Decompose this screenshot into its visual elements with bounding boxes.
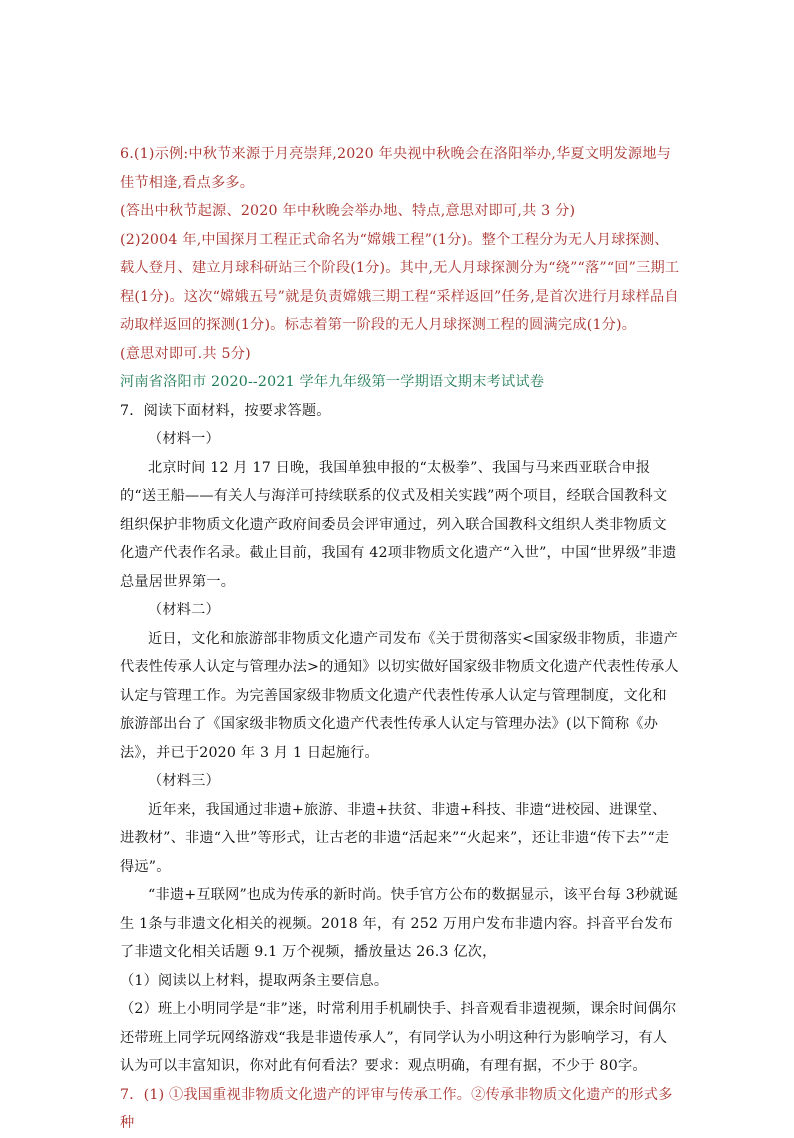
document-page — [120, 140, 680, 1138]
answer-6-part-2-note: (意思对即可.共 5分) — [120, 345, 251, 362]
material-1-label: （材料一） — [148, 431, 220, 447]
question-7-sub-2: （2）班上小明同学是“非”迷，时常利用手机刷快手、抖音观看非遗视频，课余时间偶尔还带班上同学玩网络游戏“我是非遗传承人”，有同学认为小明这种行为影响学习，有人认为可以丰富知识，你对此有何看法？要求：观点明确，有理有据，不少于 80字。 — [120, 1001, 677, 1074]
material-2-text: 近日，文化和旅游部非物质文化遗产司发布《关于贯彻落实<国家级非物质，非遗产代表性传承人认定与管理办法>的通知》以切实做好国家级非物质文化遗产代表性传承人认定与管理工作。为完善国家级非物质文化遗产代表性传承人认定与管理制度，文化和旅游部出台了《国家级非物质文化遗产代表性传承人认定与管理办法》(以下简称《办法》，并已于2020 年 3 月 1 日起施行。 — [120, 630, 679, 761]
exam-section-title: 河南省洛阳市 2020--2021 学年九年级第一学期语文期末考试试卷 — [120, 374, 545, 390]
answer-6-part-1-note: (答出中秋节起源、2020 年中秋晚会举办地、特点,意思对即可,共 3 分) — [120, 203, 576, 219]
material-3-text-2: “非遗+互联网”也成为传承的新时尚。快手官方公布的数据显示，该平台每 3秒就诞生 1条与非遗文化相关的视频。2018 年，有 252 万用户发布非遗内容。抖音平台发布了非遗文化相关话题 9.1 万个视频，播放量达 26.3 亿次， — [120, 887, 679, 960]
question-7-stem: 7．阅读下面材料，按要求答题。 — [120, 402, 331, 419]
material-3-label: （材料三） — [148, 773, 220, 789]
answer-6-part-2: (2)2004 年,中国探月工程正式命名为“嫦娥工程”(1分)。整个工程分为无人月球探测、载人登月、建立月球科研站三个阶段(1分)。其中,无人月球探测分为“绕”“落”“回”三期工程(1分)。这次“嫦娥五号”就是负责嫦娥三期工程“采样返回”任务,是首次进行月球样品自动取样返回的探测(1分)。标志着第一阶段的无人月球探测工程的圆满完成(1分)。 — [120, 231, 680, 333]
material-3-text-1: 近年来，我国通过非遗+旅游、非遗+扶贫、非遗+科技、非遗“进校园、进课堂、进教材”、非遗“入世”等形式，让古老的非遗“活起来”“火起来”，还让非遗“传下去”“走得远”。 — [120, 801, 670, 875]
answer-7: 7．(1) ①我国重视非物质文化遗产的评审与传承工作。②传承非物质文化遗产的形式多种 — [120, 1086, 673, 1131]
material-1-text: 北京时间 12 月 17 日晚，我国单独申报的“太极拳”、我国与马来西亚联合申报的“送王船——有关人与海洋可持续联系的仪式及相关实践”两个项目，经联合国教科文组织保护非物质文化遗产政府间委员会评审通过，列入联合国教科文组织人类非物质文化遗产代表作名录。截止目前，我国有 42项非物质文化遗产“入世”，中国“世界级”非遗总量居世界第一。 — [120, 459, 677, 590]
question-7-sub-1: （1）阅读以上材料，提取两条主要信息。 — [120, 972, 389, 989]
material-2-label: （材料二） — [148, 602, 220, 618]
answer-6-part-1: 6.(1)示例:中秋节来源于月亮崇拜,2020 年央视中秋晚会在洛阳举办,华夏文明发源地与佳节相逢,看点多多。 — [120, 146, 672, 191]
